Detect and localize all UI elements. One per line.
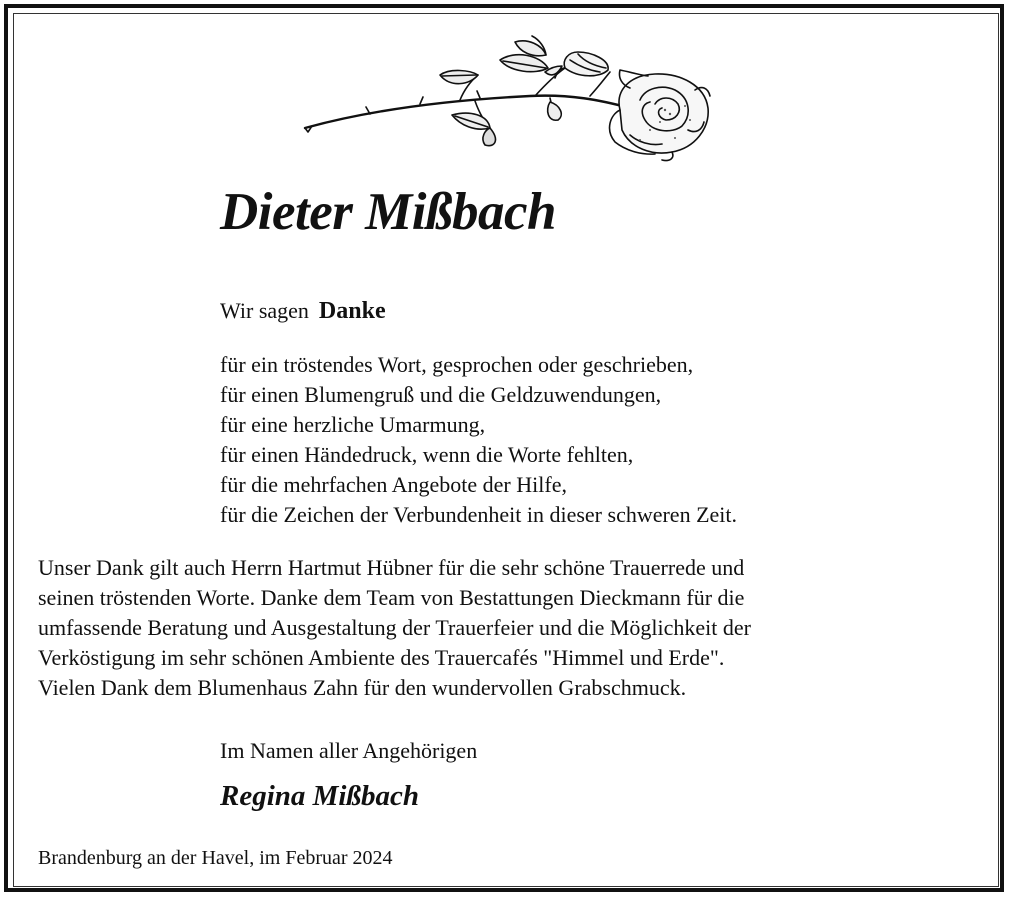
signature: Regina Mißbach xyxy=(220,780,419,812)
thanks-line: für einen Händedruck, wenn die Worte fehlten, xyxy=(220,442,634,467)
thanks-line: für ein tröstendes Wort, gesprochen oder geschrieben, xyxy=(220,352,694,377)
thanks-list xyxy=(220,350,737,530)
acknowledgement-paragraph xyxy=(38,553,751,703)
closing-line: Im Namen aller Angehörigen xyxy=(220,738,478,763)
paragraph-line: seinen tröstenden Worte. Danke dem Team von Bestattungen Dieckmann für die xyxy=(38,585,745,610)
thanks-line: für die Zeichen der Verbundenheit in dieser schweren Zeit. xyxy=(220,502,737,527)
deceased-name: Dieter Mißbach xyxy=(220,183,556,241)
thanks-line: für die mehrfachen Angebote der Hilfe, xyxy=(220,472,567,497)
paragraph-line: Vielen Dank dem Blumenhaus Zahn für den wundervollen Grabschmuck. xyxy=(38,675,687,700)
rose-icon xyxy=(300,30,720,165)
intro-line xyxy=(220,298,386,325)
thanks-line: für einen Blumengruß und die Geldzuwendungen, xyxy=(220,382,662,407)
intro-emphasis: Danke xyxy=(318,298,386,324)
place-date: Brandenburg an der Havel, im Februar 2024 xyxy=(38,847,393,869)
thanks-line: für eine herzliche Umarmung, xyxy=(220,412,486,437)
intro-prefix: Wir sagen xyxy=(220,298,309,323)
paragraph-line: Verköstigung im sehr schönen Ambiente des Trauercafés "Himmel und Erde". xyxy=(38,645,725,670)
paragraph-line: umfassende Beratung und Ausgestaltung der Trauerfeier und die Möglichkeit der xyxy=(38,615,752,640)
paragraph-line: Unser Dank gilt auch Herrn Hartmut Hübner für die sehr schöne Trauerrede und xyxy=(38,555,745,580)
